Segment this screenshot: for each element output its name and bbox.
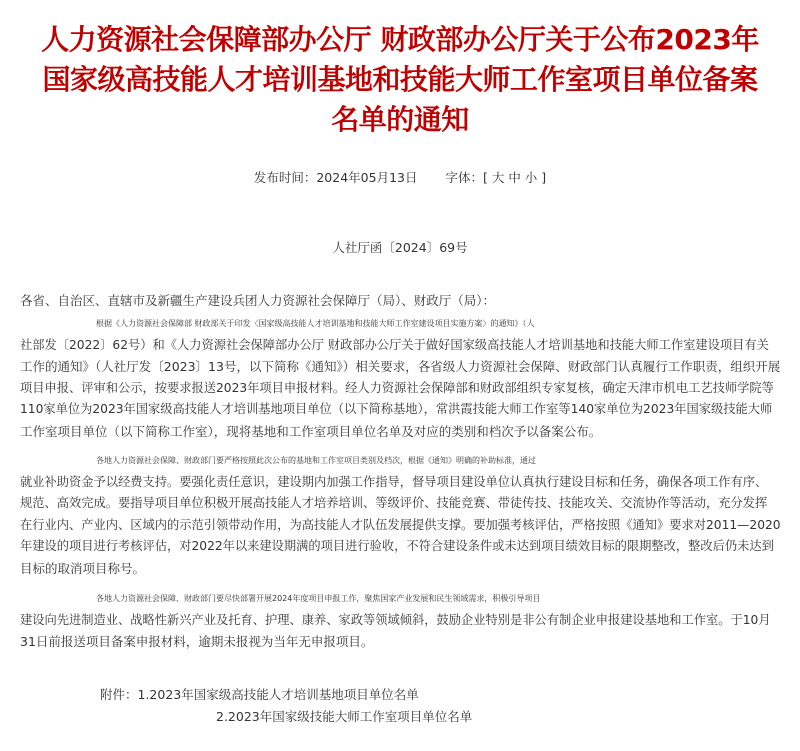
title-line-2: 国家级高技能人才培训基地和技能大师工作室项目单位备案 (42, 63, 758, 96)
publish-meta (0, 168, 800, 186)
paragraph-line: 目标的取消项目称号。 (20, 560, 146, 576)
paragraph-line: 根据《人力资源社会保障部 财政部关于印发〈国家级高技能人才培训基地和技能大师工作室建设项目实施方案〉的通知》（人 (96, 319, 535, 328)
paragraph-line: 各地人力资源社会保障、财政部门要严格按照此次公布的基地和工作室项目类别及档次，根据《通知》明确的补助标准，通过 (96, 456, 536, 465)
paragraph-3 (20, 588, 780, 653)
paragraph-line: 工作的通知》（人社厅发〔2023〕13号，以下简称《通知》）相关要求，各省级人力资源社会保障、财政部门认真履行工作职责，组织开展 (20, 359, 781, 374)
attachment-1[interactable]: 附件：1.2023年国家级高技能人才培训基地项目单位名单 (100, 687, 419, 702)
paragraph-line: 在行业内、产业内、区域内的示范引领带动作用，为高技能人才队伍发展提供支撑。要加强考核评估，严格按照《通知》要求对2011—2020 (20, 517, 781, 532)
salutation: 各省、自治区、直辖市及新疆生产建设兵团人力资源社会保障厅（局）、财政厅（局）： (20, 293, 496, 308)
attachment-2[interactable]: 2.2023年国家级技能大师工作室项目单位名单 (216, 709, 473, 724)
paragraph-line: 31日前报送项目备案申报材料，逾期未报视为当年无申报项目。 (20, 634, 374, 649)
paragraph-line: 110家单位为2023年国家级高技能人才培训基地项目单位（以下简称基地），常洪霞技能大师工作室等140家单位为2023年国家级技能大师 (20, 402, 773, 416)
paragraph-line: 就业补助资金予以经费支持。要强化责任意识，建设期内加强工作指导，督导项目建设单位认真执行建设目标和任务，确保各项工作有序、 (20, 474, 768, 489)
paragraph-line: 建设向先进制造业、战略性新兴产业及托育、护理、康养、家政等领域倾斜，鼓励企业特别是非公有制企业申报建设基地和工作室。于10月 (20, 612, 771, 627)
paragraph-1 (20, 313, 780, 442)
title-line-3: 名单的通知 (331, 103, 469, 136)
notice-title (0, 20, 800, 140)
title-line-1: 人力资源社会保障部办公厅 财政部办公厅关于公布2023年 (41, 23, 759, 56)
paragraph-line: 项目申报、评审和公示，按要求报送2023年项目申报材料。经人力资源社会保障部和财政部组织专家复核，确定天津市机电工艺技师学院等 (20, 380, 774, 395)
publish-label: 发布时间： (253, 170, 317, 185)
paragraph-line: 社部发〔2022〕62号）和《人力资源社会保障部办公厅 财政部办公厅关于做好国家级高技能人才培训基地和技能大师工作室建设项目有关 (20, 337, 769, 352)
publish-date: 2024年05月13日 (316, 170, 418, 185)
paragraph-line: 工作室项目单位（以下简称工作室），现将基地和工作室项目单位名单及对应的类别和档次予以备案公布。 (20, 423, 602, 439)
font-size-label: 字体： (445, 170, 483, 185)
document-number: 人社厅函〔2024〕69号 (332, 240, 468, 255)
paragraph-line: 规范、高效完成。要指导项目单位积极开展高技能人才培养培训、等级评价、技能竞赛、带徒传技、技能攻关、交流协作等活动，充分发挥 (20, 496, 768, 510)
font-size-selector[interactable]: [ 大 中 小 ] (483, 170, 547, 185)
paragraph-line: 年建设的项目进行考核评估，对2022年以来建设期满的项目进行验收，不符合建设条件或未达到项目绩效目标的限期整改，整改后仍未达到 (20, 539, 774, 553)
paragraph-2 (20, 450, 780, 579)
paragraph-line: 各地人力资源社会保障、财政部门要尽快部署开展2024年度项目申报工作，聚焦国家产业发展和民生领域需求，积极引导项目 (96, 594, 541, 603)
